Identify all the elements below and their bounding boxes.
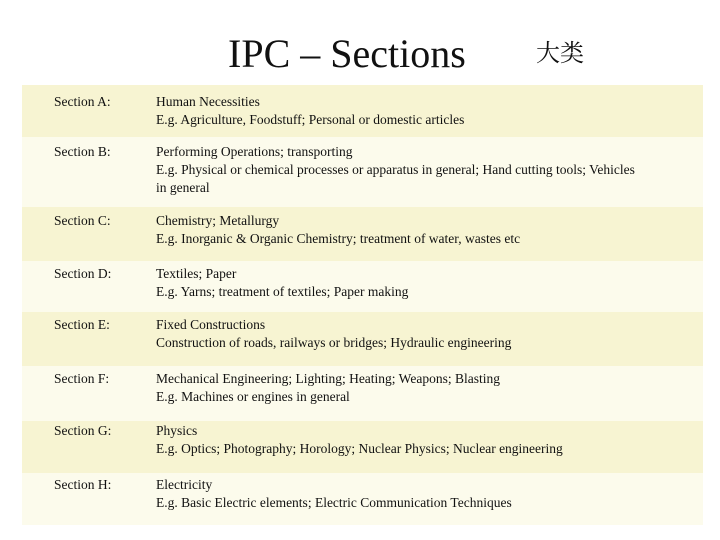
section-detail-line: E.g. Basic Electric elements; Electric Communication Techniques bbox=[156, 495, 512, 510]
section-row-d bbox=[22, 261, 703, 312]
section-row-a bbox=[22, 85, 703, 137]
section-name: Mechanical Engineering; Lighting; Heating; Weapons; Blasting bbox=[156, 371, 500, 386]
section-name: Fixed Constructions bbox=[156, 317, 266, 332]
section-name: Performing Operations; transporting bbox=[156, 144, 353, 159]
page-title-chinese: 大类 bbox=[536, 39, 584, 67]
section-description bbox=[156, 265, 696, 301]
section-label: Section B: bbox=[54, 144, 111, 159]
sections-table bbox=[22, 85, 703, 525]
section-detail-line: E.g. Yarns; treatment of textiles; Paper making bbox=[156, 284, 409, 299]
section-label: Section F: bbox=[54, 371, 110, 386]
section-row-e bbox=[22, 312, 703, 366]
section-description bbox=[156, 143, 696, 197]
section-detail-line: E.g. Physical or chemical processes or apparatus in general; Hand cutting tools; Vehicles bbox=[156, 162, 635, 177]
section-name: Human Necessities bbox=[156, 94, 260, 109]
section-description bbox=[156, 93, 696, 129]
section-description bbox=[156, 422, 696, 458]
section-description bbox=[156, 476, 696, 512]
section-label: Section C: bbox=[54, 213, 111, 228]
section-row-g bbox=[22, 421, 703, 473]
section-description bbox=[156, 370, 696, 406]
section-row-b bbox=[22, 137, 703, 207]
section-label: Section E: bbox=[54, 317, 110, 332]
section-detail-line: E.g. Inorganic & Organic Chemistry; treatment of water, wastes etc bbox=[156, 231, 521, 246]
section-detail-line: E.g. Machines or engines in general bbox=[156, 389, 350, 404]
section-description bbox=[156, 212, 696, 248]
page-title: IPC – Sections bbox=[228, 31, 466, 76]
section-description bbox=[156, 316, 696, 352]
section-row-c bbox=[22, 207, 703, 261]
section-detail-line: E.g. Agriculture, Foodstuff; Personal or domestic articles bbox=[156, 112, 465, 127]
section-name: Textiles; Paper bbox=[156, 266, 237, 281]
section-label: Section H: bbox=[54, 477, 112, 492]
section-row-h bbox=[22, 473, 703, 525]
section-label: Section D: bbox=[54, 266, 112, 281]
section-detail-line: in general bbox=[156, 180, 210, 195]
section-label: Section A: bbox=[54, 94, 111, 109]
section-name: Chemistry; Metallurgy bbox=[156, 213, 280, 228]
section-detail-line: Construction of roads, railways or bridges; Hydraulic engineering bbox=[156, 335, 512, 350]
section-name: Physics bbox=[156, 423, 198, 438]
section-row-f bbox=[22, 366, 703, 421]
section-name: Electricity bbox=[156, 477, 213, 492]
section-detail-line: E.g. Optics; Photography; Horology; Nuclear Physics; Nuclear engineering bbox=[156, 441, 563, 456]
section-label: Section G: bbox=[54, 423, 112, 438]
